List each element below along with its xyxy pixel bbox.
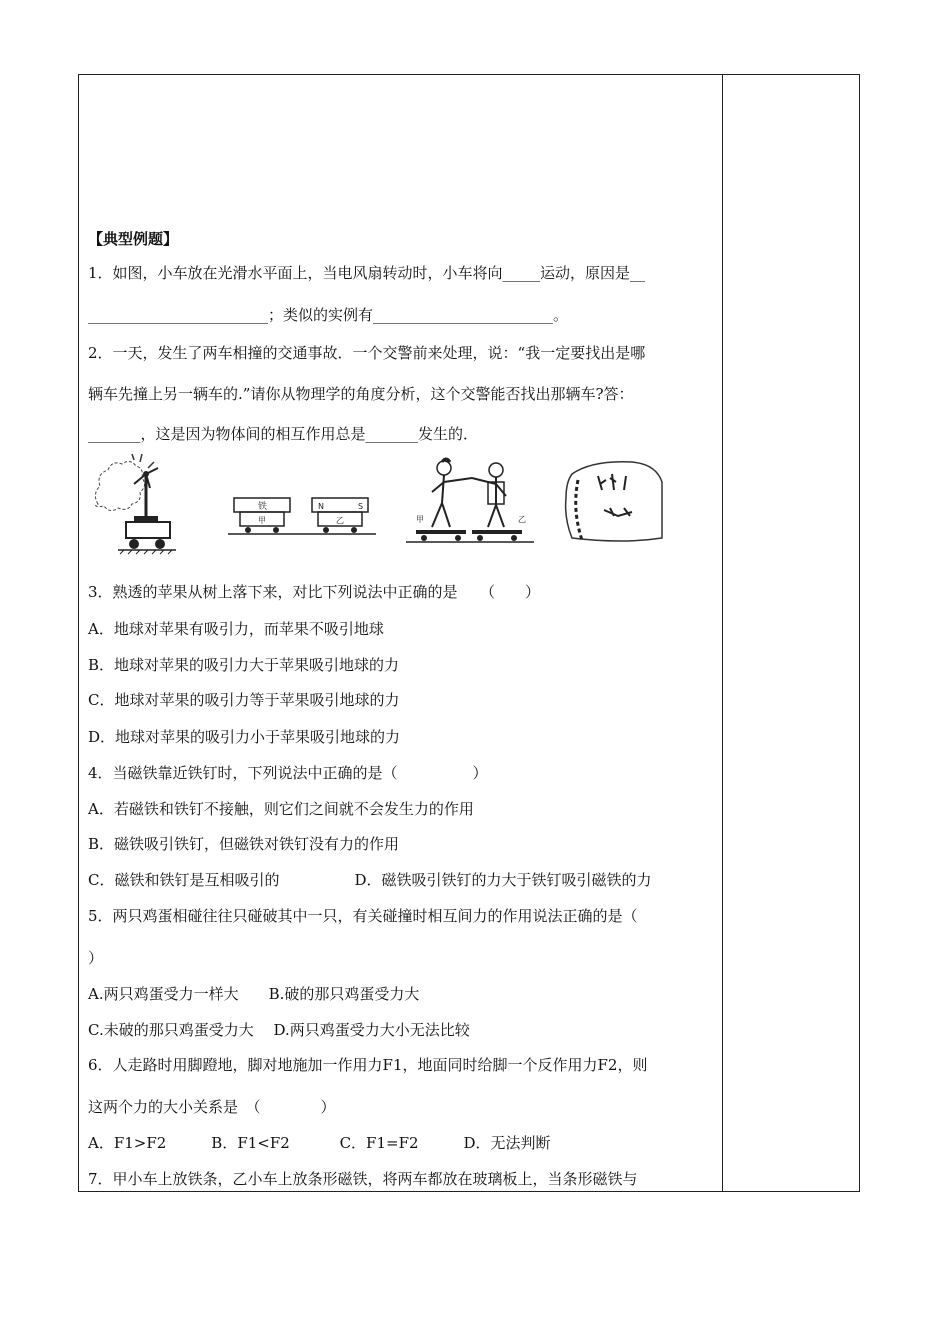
question-6-line-1: 6．人走路时用脚蹬地，脚对地施加一作用力F1，地面同时给脚一个反作用力F2，则 [88, 1056, 648, 1074]
question-4-option-a: A．若磁铁和铁钉不接触，则它们之间就不会发生力的作用 [88, 800, 474, 818]
person-b-label: 乙 [518, 515, 526, 524]
illustrations-row [88, 452, 708, 562]
question-5-line-1: 5．两只鸡蛋相碰往往只碰破其中一只，有关碰撞时相互间力的作用说法正确的是（ [88, 907, 638, 925]
question-5-options-ab: A.两只鸡蛋受力一样大 B.破的那只鸡蛋受力大 [88, 985, 420, 1003]
question-2-line-1: 2．一天，发生了两车相撞的交通事故．一个交警前来处理，说：“我一定要找出是哪 [88, 344, 646, 362]
wall-push-sketch-illustration [554, 452, 664, 558]
question-2-line-2: 辆车先撞上另一辆车的.”请你从物理学的角度分析，这个交警能否找出那辆车?答： [88, 385, 634, 403]
magnet-n-label: N [318, 502, 324, 511]
cart-a-label: 甲 [258, 516, 266, 525]
question-3-option-c: C．地球对苹果的吸引力等于苹果吸引地球的力 [88, 691, 400, 709]
question-3-option-b: B．地球对苹果的吸引力大于苹果吸引地球的力 [88, 656, 400, 674]
question-6-options: A．F1>F2 B．F1<F2 C．F1=F2 D．无法判断 [88, 1134, 551, 1152]
question-1-line-2: ________________________；类似的实例有________________________。 [88, 306, 569, 324]
magnet-s-label: S [358, 502, 364, 511]
question-3-option-a: A．地球对苹果有吸引力，而苹果不吸引地球 [88, 620, 384, 638]
fan-cart-illustration [88, 452, 180, 558]
iron-bar-label: 铁 [258, 502, 268, 512]
column-divider [722, 74, 723, 1192]
section-heading: 【典型例题】 [88, 230, 179, 248]
question-3-option-d: D．地球对苹果的吸引力小于苹果吸引地球的力 [88, 728, 401, 746]
question-5-line-2: ） [88, 949, 104, 967]
question-4: 4．当磁铁靠近铁钉时，下列说法中正确的是（ ） [88, 764, 488, 782]
question-2-line-3: _______，这是因为物体间的相互作用总是_______发生的． [88, 425, 479, 443]
question-3: 3．熟透的苹果从树上落下来，对比下列说法中正确的是 （ ） [88, 583, 541, 601]
iron-magnet-carts-illustration [228, 452, 378, 558]
question-1-line-1: 1．如图，小车放在光滑水平面上，当电风扇转动时，小车将向_____运动，原因是__ [88, 264, 646, 282]
person-a-label: 甲 [416, 515, 424, 524]
question-6-line-2: 这两个力的大小关系是 （ ） [88, 1098, 336, 1116]
question-4-options-cd: C．磁铁和铁钉是互相吸引的 D．磁铁吸引铁钉的力大于铁钉吸引磁铁的力 [88, 871, 652, 889]
question-5-options-cd: C.未破的那只鸡蛋受力大 D.两只鸡蛋受力大小无法比较 [88, 1021, 470, 1039]
question-7-line-1: 7．甲小车上放铁条，乙小车上放条形磁铁，将两车都放在玻璃板上，当条形磁铁与 [88, 1170, 638, 1188]
skaters-pushing-illustration [406, 452, 536, 558]
cart-b-label: 乙 [336, 516, 344, 525]
question-4-option-b: B．磁铁吸引铁钉，但磁铁对铁钉没有力的作用 [88, 835, 400, 853]
